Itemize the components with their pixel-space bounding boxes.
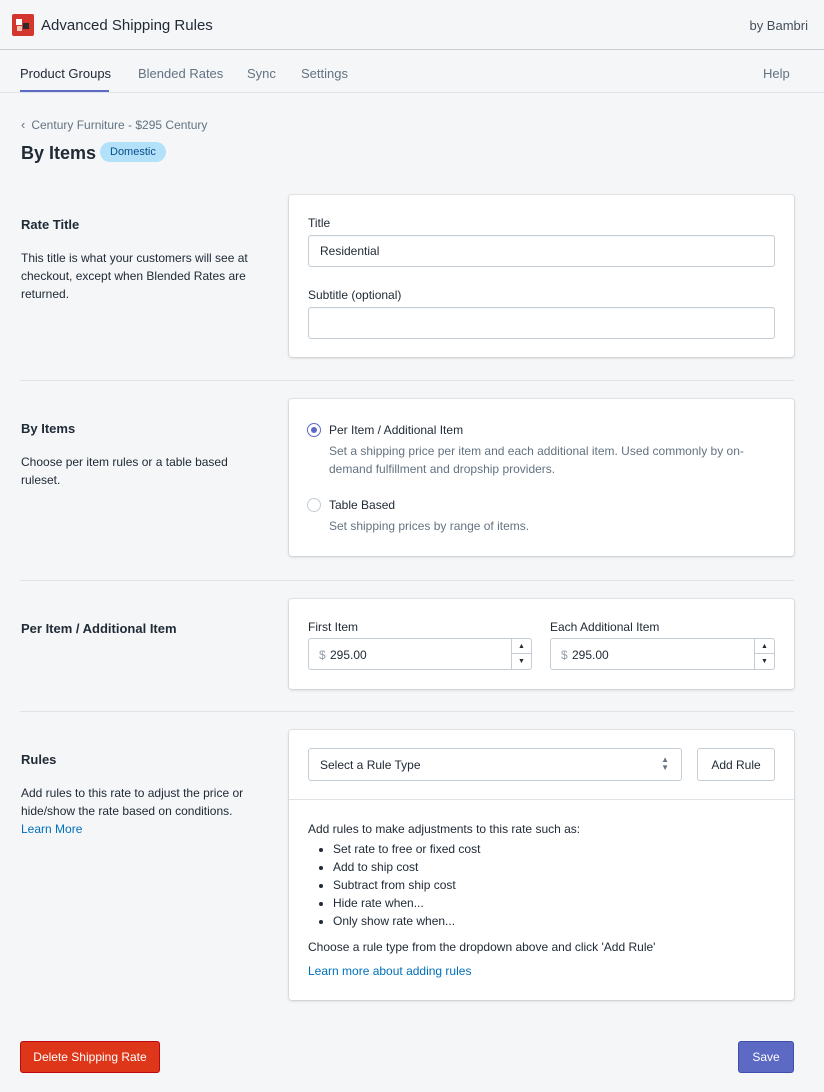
currency-symbol: $ (319, 648, 326, 662)
list-item: • Set rate to free or fixed cost (333, 840, 480, 858)
each-additional-label: Each Additional Item (550, 620, 660, 634)
per-item-card (289, 599, 794, 689)
rule-type-select-value: Select a Rule Type (320, 758, 421, 772)
delete-shipping-rate-button[interactable]: Delete Shipping Rate (20, 1041, 160, 1073)
tab-sync[interactable]: Sync (247, 66, 276, 81)
rules-heading: Rules (21, 752, 57, 767)
help-link[interactable]: Help (763, 66, 790, 81)
section-divider (20, 711, 794, 712)
by-items-card (289, 399, 794, 556)
per-item-heading: Per Item / Additional Item (21, 621, 177, 636)
decrement-icon[interactable]: ▼ (761, 658, 768, 665)
list-item: • Subtract from ship cost (333, 876, 480, 894)
rule-type-select[interactable] (308, 748, 682, 781)
status-badge: Domestic (100, 142, 166, 162)
rate-title-card (289, 195, 794, 357)
app-header (0, 0, 824, 50)
list-item: • Hide rate when... (333, 894, 480, 912)
rules-examples-list (333, 840, 480, 930)
first-item-label: First Item (308, 620, 358, 634)
breadcrumb-label: Century Furniture - $295 Century (31, 118, 208, 132)
nav-tabs (0, 51, 824, 93)
rate-title-description: This title is what your customers will see at checkout, except when Blended Rates are returned. (21, 251, 248, 301)
rules-description-text: Add rules to this rate to adjust the price or hide/show the rate based on conditions. (21, 786, 244, 818)
page-title: By Items (21, 143, 97, 163)
card-divider (289, 799, 794, 800)
section-divider (20, 380, 794, 381)
title-input[interactable] (308, 235, 775, 267)
add-rule-button[interactable]: Add Rule (697, 748, 775, 781)
breadcrumb[interactable] (21, 117, 207, 132)
each-additional-input[interactable] (550, 638, 775, 670)
increment-icon[interactable]: ▲ (512, 639, 531, 654)
list-item: • Only show rate when... (333, 912, 480, 930)
per-item-help-text: Set a shipping price per item and each additional item. Used commonly by on-demand fulfillment and dropship providers. (329, 444, 744, 476)
table-based-radio[interactable] (307, 498, 321, 512)
app-logo-icon (12, 14, 34, 36)
chevron-left-icon: ‹ (21, 117, 26, 132)
currency-symbol: $ (561, 648, 568, 662)
by-line: by Bambri (749, 18, 808, 33)
rules-card (289, 730, 794, 1000)
first-item-stepper[interactable] (511, 639, 531, 669)
rate-title-heading: Rate Title (21, 217, 80, 232)
per-item-radio-label: Per Item / Additional Item (329, 423, 464, 437)
increment-icon[interactable]: ▲ (755, 639, 774, 654)
each-additional-value: 295.00 (572, 648, 609, 662)
tab-blended-rates[interactable]: Blended Rates (138, 66, 224, 81)
title-field-label: Title (308, 216, 331, 230)
tab-product-groups[interactable]: Product Groups (20, 66, 112, 81)
by-items-heading: By Items (21, 421, 76, 436)
active-tab-indicator (20, 90, 109, 92)
by-items-description: Choose per item rules or a table based ruleset. (21, 455, 228, 487)
first-item-input[interactable] (308, 638, 532, 670)
save-button[interactable]: Save (738, 1041, 794, 1073)
table-based-radio-label: Table Based (329, 498, 396, 512)
section-divider (20, 580, 794, 581)
rules-instruction: Choose a rule type from the dropdown above and click 'Add Rule' (308, 940, 656, 954)
each-additional-stepper[interactable] (754, 639, 774, 669)
rules-description (21, 784, 261, 838)
table-based-help-text: Set shipping prices by range of items. (329, 519, 530, 533)
decrement-icon[interactable]: ▼ (518, 658, 525, 665)
rules-intro: Add rules to make adjustments to this rate such as: (308, 822, 581, 836)
learn-more-link[interactable]: Learn More (21, 822, 83, 836)
first-item-value: 295.00 (330, 648, 367, 662)
select-arrows-icon: ▲ ▼ (661, 755, 669, 772)
subtitle-input[interactable] (308, 307, 775, 339)
learn-adding-rules-link[interactable]: Learn more about adding rules (308, 964, 472, 978)
subtitle-field-label: Subtitle (optional) (308, 288, 402, 302)
list-item: • Add to ship cost (333, 858, 480, 876)
app-title: Advanced Shipping Rules (41, 17, 213, 34)
per-item-radio[interactable] (307, 423, 321, 437)
tab-settings[interactable]: Settings (301, 66, 348, 81)
